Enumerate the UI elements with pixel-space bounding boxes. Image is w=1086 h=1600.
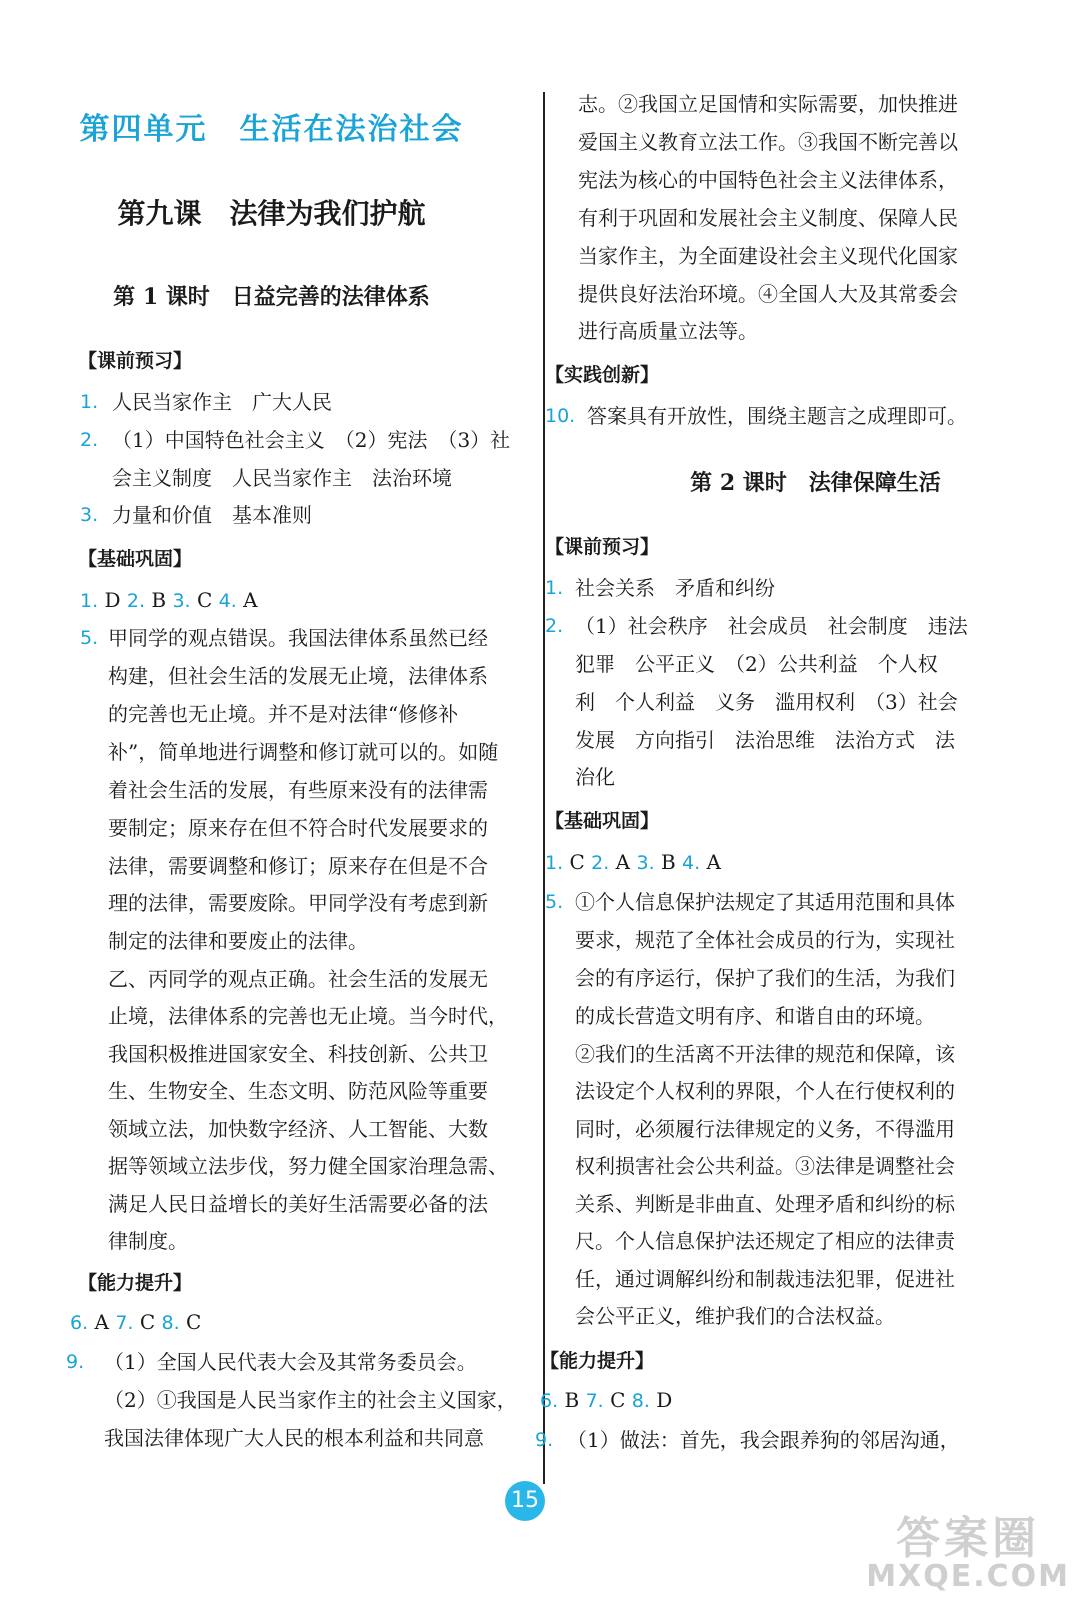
multiple-choice-answers: 6. A 7. C 8. C	[70, 1310, 202, 1334]
answer-text: 制定的法律和要废止的法律。	[108, 929, 368, 953]
answer-text: 止境，法律体系的完善也无止境。当今时代，	[108, 1004, 508, 1028]
answer-text: 的成长营造文明有序、和谐自由的环境。	[575, 1004, 935, 1028]
answer-text: 律制度。	[108, 1229, 188, 1253]
answer-text: 要制定；原来存在但不符合时代发展要求的	[108, 816, 488, 840]
answer-text: （1）中国特色社会主义 （2）宪法 （3）社	[112, 428, 511, 452]
answer-text: 同时，必须履行法律规定的义务，不得滥用	[575, 1117, 955, 1141]
question-number: 10.	[545, 405, 576, 427]
answer-text: 利 个人利益 义务 滥用权利 （3）社会	[575, 690, 958, 714]
answer-text: 补”，简单地进行调整和修订就可以的。如随	[108, 740, 499, 764]
answer-text: 会主义制度 人民当家作主 法治环境	[112, 466, 452, 490]
question-number: 2.	[545, 615, 564, 637]
answer-text: 发展 方向指引 法治思维 法治方式 法	[575, 728, 955, 752]
period-1-title: 第 1 课时 日益完善的法律体系	[113, 284, 430, 310]
answer-text: 有利于巩固和发展社会主义制度、保障人民	[578, 206, 958, 230]
period-2-title: 第 2 课时 法律保障生活	[690, 470, 941, 496]
answer-text: 着社会生活的发展，有些原来没有的法律需	[108, 778, 488, 802]
answer-text: 当家作主，为全面建设社会主义现代化国家	[578, 244, 958, 268]
answer-text: 提供良好法治环境。④全国人大及其常委会	[578, 282, 958, 306]
answer-text: （2）①我国是人民当家作主的社会主义国家，	[104, 1388, 517, 1412]
answer-text: 领域立法，加快数字经济、人工智能、大数	[108, 1117, 488, 1141]
answer-text: 构建，但社会生活的发展无止境，法律体系	[108, 664, 488, 688]
multiple-choice-answers: 1. C 2. A 3. B 4. A	[545, 850, 721, 874]
section-preview: 【课前预习】	[545, 536, 660, 558]
answer-text: 满足人民日益增长的美好生活需要必备的法	[108, 1192, 488, 1216]
answer-text: 生、生物安全、生态文明、防范风险等重要	[108, 1079, 488, 1103]
column-divider	[543, 92, 545, 1484]
multiple-choice-answers: 1. D 2. B 3. C 4. A	[80, 588, 258, 612]
answer-text: 宪法为核心的中国特色社会主义法律体系，	[578, 168, 958, 192]
question-number: 1.	[80, 391, 99, 413]
section-preview: 【课前预习】	[78, 350, 193, 372]
question-number: 1.	[545, 577, 564, 599]
question-number: 9.	[535, 1429, 554, 1451]
answer-text: ②我们的生活离不开法律的规范和保障，该	[575, 1042, 955, 1066]
answer-text: 我国法律体现广大人民的根本利益和共同意	[104, 1426, 484, 1450]
section-practice: 【实践创新】	[545, 364, 660, 386]
answer-text: 权利损害社会公共利益。③法律是调整社会	[575, 1154, 955, 1178]
answer-text: 任，通过调解纠纷和制裁违法犯罪，促进社	[575, 1267, 955, 1291]
answer-text: 会的有序运行，保护了我们的生活，为我们	[575, 966, 955, 990]
answer-text: （1）社会秩序 社会成员 社会制度 违法	[575, 614, 968, 638]
answer-text: 法设定个人权利的界限，个人在行使权利的	[575, 1079, 955, 1103]
answer-text: 据等领域立法步伐，努力健全国家治理急需、	[108, 1154, 508, 1178]
answer-text: 乙、丙同学的观点正确。社会生活的发展无	[108, 967, 488, 991]
answer-text: 要求，规范了全体社会成员的行为，实现社	[575, 928, 955, 952]
answer-text: 爱国主义教育立法工作。③我国不断完善以	[578, 130, 958, 154]
answer-text: 力量和价值 基本准则	[112, 503, 312, 527]
multiple-choice-answers: 6. B 7. C 8. D	[540, 1388, 673, 1412]
answer-text: 我国积极推进国家安全、科技创新、公共卫	[108, 1042, 488, 1066]
answer-text: 法律，需要调整和修订；原来存在但是不合	[108, 854, 488, 878]
unit-title: 第四单元 生活在法治社会	[79, 112, 464, 147]
answer-text: 关系、判断是非曲直、处理矛盾和纠纷的标	[575, 1192, 955, 1216]
question-number: 9.	[66, 1351, 85, 1373]
question-number: 2.	[80, 429, 99, 451]
answer-text: （1）做法：首先，我会跟养狗的邻居沟通，	[567, 1428, 960, 1452]
answer-text: 治化	[575, 765, 615, 789]
section-ability: 【能力提升】	[540, 1350, 655, 1372]
lesson-title: 第九课 法律为我们护航	[117, 197, 426, 230]
watermark-logo: 答案圈 MXQE.COM	[866, 1513, 1070, 1594]
section-ability: 【能力提升】	[78, 1272, 193, 1294]
section-basic: 【基础巩固】	[545, 810, 660, 832]
page-number-badge: 15	[505, 1481, 545, 1521]
answer-text: 尺。个人信息保护法还规定了相应的法律责	[575, 1229, 955, 1253]
answer-text: 甲同学的观点错误。我国法律体系虽然已经	[108, 626, 488, 650]
answer-text: 会公平正义，维护我们的合法权益。	[575, 1304, 895, 1328]
question-number: 5.	[545, 891, 564, 913]
answer-text: 社会关系 矛盾和纠纷	[575, 576, 775, 600]
answer-text: 犯罪 公平正义 （2）公共利益 个人权	[575, 652, 938, 676]
answer-text: 进行高质量立法等。	[578, 319, 758, 343]
answer-text: ①个人信息保护法规定了其适用范围和具体	[575, 890, 955, 914]
question-number: 5.	[80, 627, 99, 649]
section-basic: 【基础巩固】	[78, 548, 193, 570]
answer-text: 理的法律，需要废除。甲同学没有考虑到新	[108, 891, 488, 915]
answer-text: 人民当家作主 广大人民	[112, 390, 332, 414]
answer-text: 志。②我国立足国情和实际需要，加快推进	[578, 92, 958, 116]
answer-text: 的完善也无止境。并不是对法律“修修补	[108, 702, 459, 726]
answer-text: 答案具有开放性，围绕主题言之成理即可。	[587, 404, 967, 428]
question-number: 3.	[80, 504, 99, 526]
answer-text: （1）全国人民代表大会及其常务委员会。	[104, 1350, 477, 1374]
